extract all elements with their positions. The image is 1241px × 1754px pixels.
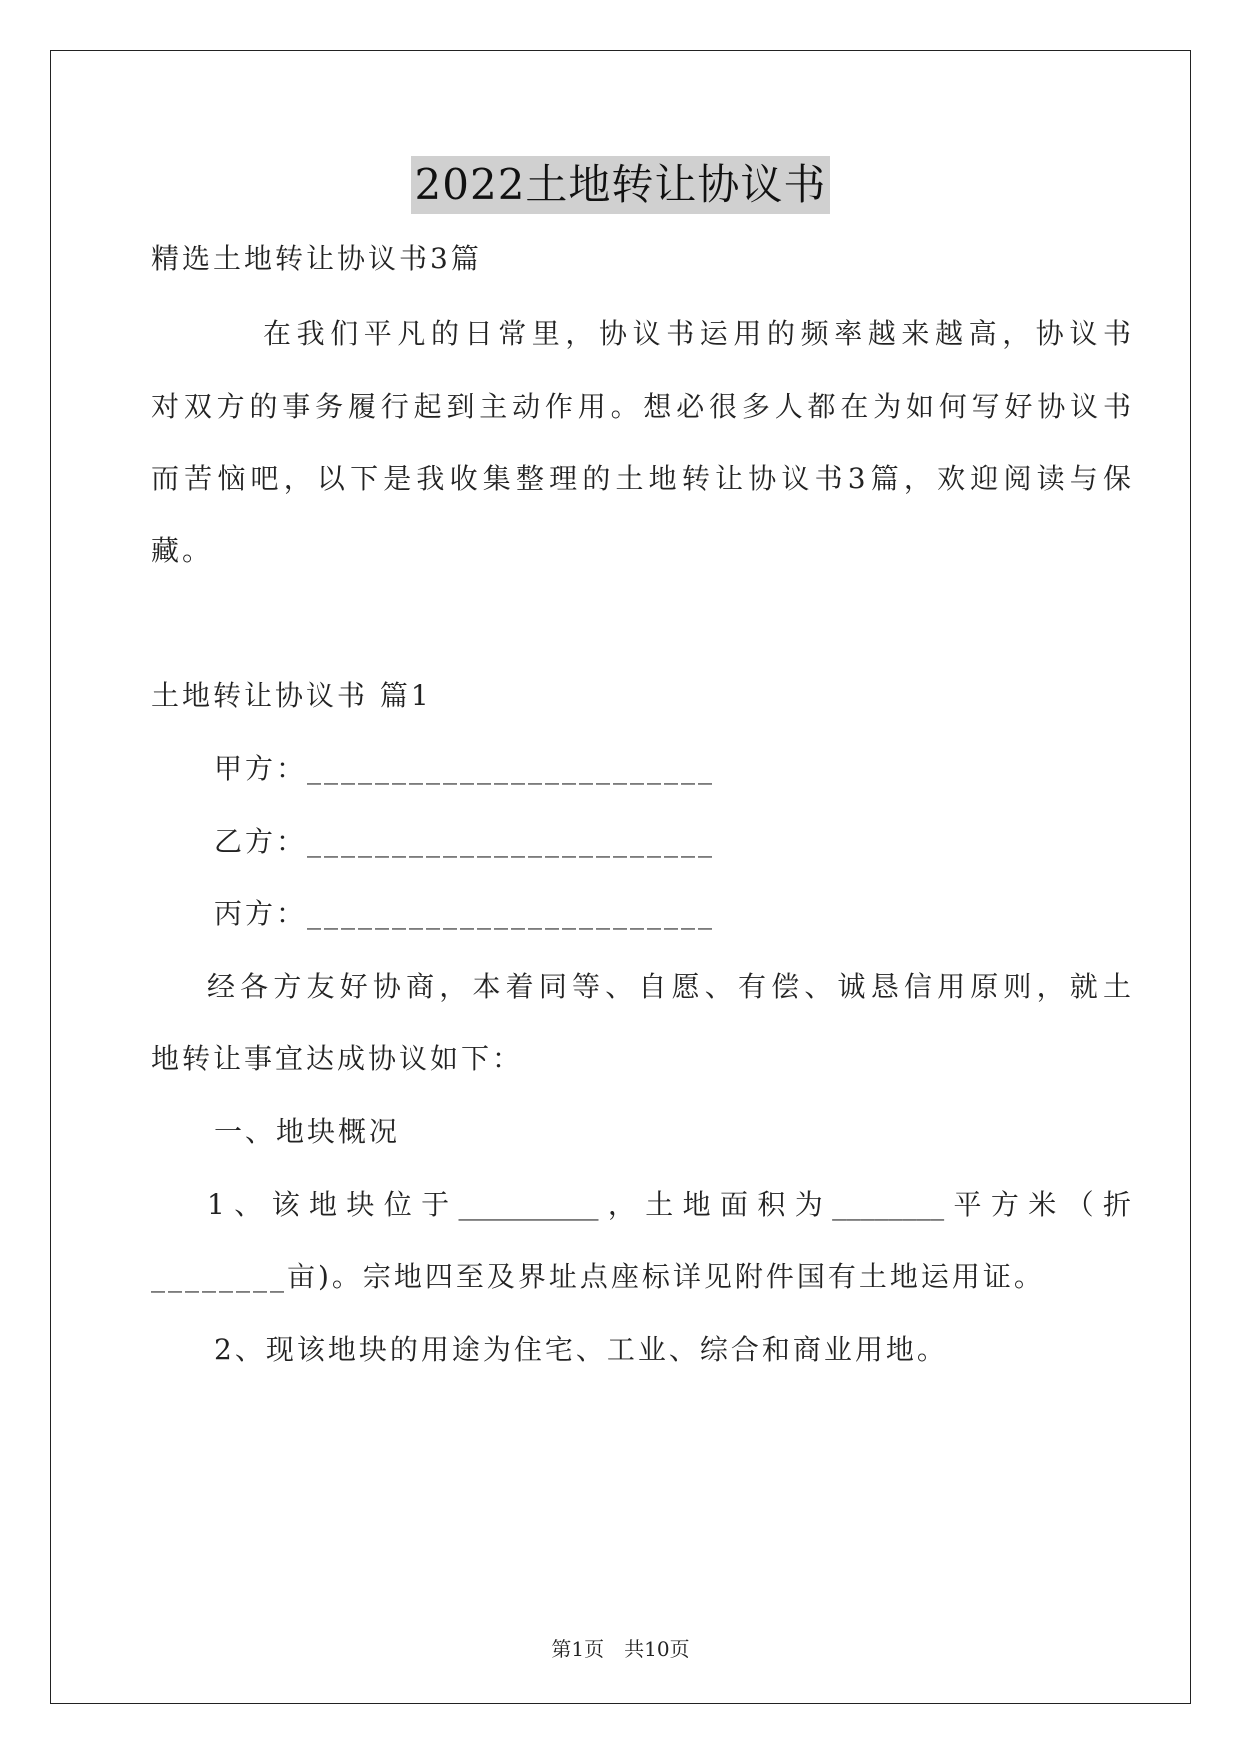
page-footer: 第1页 共10页 [551, 1637, 690, 1661]
title-wrap [51, 156, 1190, 214]
intro-paragraph-line-1: 在我们平凡的日常里，协议书运用的频率越来越高，协议书 [263, 317, 1131, 350]
document-title: 2022土地转让协议书 [411, 156, 831, 214]
intro-paragraph-line-2: 对双方的事务履行起到主动作用。想必很多人都在为如何写好协议书 [151, 390, 1131, 423]
item-2: 2、现该地块的用途为住宅、工业、综合和商业用地。 [214, 1333, 948, 1366]
party-c-field: 丙方：________________________ [214, 897, 716, 930]
party-b-field: 乙方：________________________ [214, 825, 716, 858]
intro-paragraph-line-4: 藏。 [151, 534, 214, 567]
item-1-line-2: ________亩)。宗地四至及界址点座标详见附件国有土地运用证。 [151, 1260, 1045, 1293]
section-heading: 土地转让协议书 篇1 [151, 679, 432, 712]
agreement-paragraph-line-2: 地转让事宜达成协议如下： [151, 1042, 524, 1075]
item-1-line-1: 1、该地块位于__________，土地面积为________平方米（折 [207, 1188, 1131, 1221]
document-page [50, 50, 1191, 1704]
intro-paragraph-line-3: 而苦恼吧，以下是我收集整理的土地转让协议书3篇，欢迎阅读与保 [151, 462, 1131, 495]
clause-heading: 一、地块概况 [214, 1115, 401, 1148]
agreement-paragraph-line-1: 经各方友好协商，本着同等、自愿、有偿、诚恳信用原则，就土 [207, 970, 1131, 1003]
party-a-field: 甲方：________________________ [214, 752, 716, 785]
intro-heading: 精选土地转让协议书3篇 [151, 242, 482, 275]
